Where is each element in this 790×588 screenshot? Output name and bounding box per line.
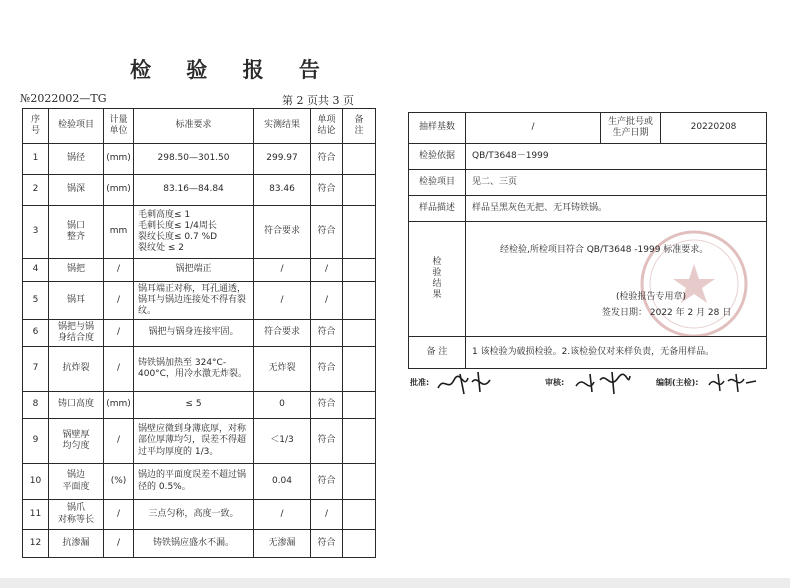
cell-unit: / xyxy=(104,282,134,320)
cell-seq: 5 xyxy=(23,282,49,320)
cell-standard: 锅耳端正对称，耳孔通透，锅耳与锅边连接处不得有裂纹。 xyxy=(134,282,254,320)
reviewer-signature-icon xyxy=(572,368,634,398)
batch-value: 20220208 xyxy=(661,113,767,144)
cell-conclusion: 符合 xyxy=(311,464,343,500)
cell-seq: 2 xyxy=(23,175,49,206)
table-body xyxy=(23,144,376,558)
cell-remark xyxy=(343,206,376,259)
cell-item: 锅径 xyxy=(49,144,104,175)
cell-seq: 8 xyxy=(23,392,49,419)
cell-remark xyxy=(343,282,376,320)
preparer-signature-icon xyxy=(706,371,758,395)
cell-standard: 毛刺高度≤ 1 毛刺长度≤ 1/4周长 裂纹长度≤ 0.7 %D 裂纹处 ≤ 2 xyxy=(134,206,254,259)
cell-result: 0 xyxy=(254,392,311,419)
cell-standard: 83.16—84.84 xyxy=(134,175,254,206)
cell-item: 锅壁厚 均匀度 xyxy=(49,419,104,464)
items-row xyxy=(409,170,767,196)
header-standard: 标准要求 xyxy=(134,109,254,144)
cell-seq: 9 xyxy=(23,419,49,464)
remark-value: 1 该检验为破损检验。2.该检验仅对来样负责，无备用样品。 xyxy=(466,337,767,369)
report-seal-label: (检验报告专用章) xyxy=(616,292,687,302)
cell-conclusion: / xyxy=(311,259,343,282)
cell-result: 0.04 xyxy=(254,464,311,500)
remark-label: 备 注 xyxy=(409,337,466,369)
cell-standard: 锅边的平面度误差不超过锅径的 0.5%。 xyxy=(134,464,254,500)
cell-conclusion: 符合 xyxy=(311,530,343,558)
remark-row xyxy=(409,337,767,369)
cell-result: 无渗漏 xyxy=(254,530,311,558)
cell-conclusion: / xyxy=(311,282,343,320)
page-title: 检 验 报 告 xyxy=(130,57,334,82)
conclusion-row xyxy=(409,222,767,337)
cell-standard: 锅把与锅身连接牢固。 xyxy=(134,320,254,347)
cell-seq: 4 xyxy=(23,259,49,282)
cell-seq: 6 xyxy=(23,320,49,347)
cell-unit: / xyxy=(104,347,134,392)
table-row xyxy=(23,206,376,259)
cell-seq: 11 xyxy=(23,500,49,530)
table-row xyxy=(23,320,376,347)
cell-unit: mm xyxy=(104,206,134,259)
header-item: 检验项目 xyxy=(49,109,104,144)
cell-unit: / xyxy=(104,419,134,464)
cell-standard: 298.50—301.50 xyxy=(134,144,254,175)
sample-base-row xyxy=(409,113,767,144)
cell-result: ＜1/3 xyxy=(254,419,311,464)
cell-conclusion: 符合 xyxy=(311,144,343,175)
table-row xyxy=(23,347,376,392)
cell-unit: / xyxy=(104,530,134,558)
inspection-items-table xyxy=(22,108,376,558)
table-row xyxy=(23,464,376,500)
cell-item: 抗炸裂 xyxy=(49,347,104,392)
cell-remark xyxy=(343,419,376,464)
cell-standard: 锅把端正 xyxy=(134,259,254,282)
cell-item: 锅耳 xyxy=(49,282,104,320)
cell-unit: / xyxy=(104,500,134,530)
cell-item: 锅深 xyxy=(49,175,104,206)
cell-remark xyxy=(343,392,376,419)
header-seq: 序 号 xyxy=(23,109,49,144)
description-row xyxy=(409,196,767,222)
description-label: 样品描述 xyxy=(409,196,466,222)
table-row xyxy=(23,175,376,206)
table-row xyxy=(23,259,376,282)
header-unit: 计量 单位 xyxy=(104,109,134,144)
cell-conclusion: 符合 xyxy=(311,347,343,392)
cell-unit: (mm) xyxy=(104,175,134,206)
cell-conclusion: 符合 xyxy=(311,320,343,347)
cell-unit: / xyxy=(104,259,134,282)
cell-seq: 12 xyxy=(23,530,49,558)
table-row xyxy=(23,144,376,175)
cell-remark xyxy=(343,464,376,500)
cell-item: 抗渗漏 xyxy=(49,530,104,558)
cell-unit: (%) xyxy=(104,464,134,500)
approver-signature-icon xyxy=(434,368,496,398)
cell-result: 无炸裂 xyxy=(254,347,311,392)
items-label: 检验项目 xyxy=(409,170,466,196)
cell-result: 符合要求 xyxy=(254,320,311,347)
conclusion-cell xyxy=(466,222,767,337)
cell-standard: 三点匀称，高度一致。 xyxy=(134,500,254,530)
table-row xyxy=(23,392,376,419)
table-row xyxy=(23,282,376,320)
cell-unit: (mm) xyxy=(104,144,134,175)
items-value: 见二、三页 xyxy=(466,170,767,196)
cell-conclusion: 符合 xyxy=(311,175,343,206)
cell-result: 299.97 xyxy=(254,144,311,175)
cell-standard: 锅壁应微到身薄底厚，对称部位厚薄均匀，误差不得超过平均厚度的 1/3。 xyxy=(134,419,254,464)
cell-result: / xyxy=(254,282,311,320)
reviewer-label: 审核: xyxy=(545,378,565,387)
report-summary-table xyxy=(408,112,767,369)
cell-remark xyxy=(343,175,376,206)
cell-result: / xyxy=(254,259,311,282)
basis-value: QB/T3648－1999 xyxy=(466,144,767,170)
cell-standard: 铸铁锅应盛水不漏。 xyxy=(134,530,254,558)
cell-remark xyxy=(343,530,376,558)
issue-date: 签发日期： 2022 年 2 月 28 日 xyxy=(602,308,732,318)
cell-item: 锅把与锅 身结合度 xyxy=(49,320,104,347)
header-conclusion: 单项 结论 xyxy=(311,109,343,144)
table-row xyxy=(23,530,376,558)
cell-item: 铸口高度 xyxy=(49,392,104,419)
cell-result: 符合要求 xyxy=(254,206,311,259)
cell-result: / xyxy=(254,500,311,530)
report-number: №2022002—TG xyxy=(20,92,107,105)
cell-result: 83.46 xyxy=(254,175,311,206)
cell-standard: 铸铁锅加热至 324°C-400°C，用冷水激无炸裂。 xyxy=(134,347,254,392)
cell-remark xyxy=(343,500,376,530)
sample-base-label: 抽样基数 xyxy=(409,113,466,144)
cell-conclusion: 符合 xyxy=(311,206,343,259)
header-result: 实测结果 xyxy=(254,109,311,144)
cell-item: 锅把 xyxy=(49,259,104,282)
page-info: 第 2 页共 3 页 xyxy=(282,94,354,107)
table-header-row xyxy=(23,109,376,144)
table-row xyxy=(23,419,376,464)
cell-seq: 1 xyxy=(23,144,49,175)
cell-remark xyxy=(343,347,376,392)
conclusion-text: 经检验,所检项目符合 QB/T3648 -1999 标准要求。 xyxy=(500,245,709,255)
approver-label: 批准: xyxy=(410,378,430,387)
batch-label: 生产批号或 生产日期 xyxy=(601,113,661,144)
cell-remark xyxy=(343,320,376,347)
header-remark: 备 注 xyxy=(343,109,376,144)
cell-item: 锅爪 对称等长 xyxy=(49,500,104,530)
cell-seq: 3 xyxy=(23,206,49,259)
basis-label: 检验依据 xyxy=(409,144,466,170)
conclusion-label: 检 验 结 果 xyxy=(409,222,466,337)
basis-row xyxy=(409,144,767,170)
cell-standard: ≤ 5 xyxy=(134,392,254,419)
cell-item: 锅口 整齐 xyxy=(49,206,104,259)
cell-seq: 10 xyxy=(23,464,49,500)
cell-conclusion: 符合 xyxy=(311,419,343,464)
cell-unit: (mm) xyxy=(104,392,134,419)
cell-conclusion: / xyxy=(311,500,343,530)
cell-remark xyxy=(343,144,376,175)
cell-item: 锅边 平面度 xyxy=(49,464,104,500)
cell-seq: 7 xyxy=(23,347,49,392)
table-row xyxy=(23,500,376,530)
cell-remark xyxy=(343,259,376,282)
cell-conclusion: 符合 xyxy=(311,392,343,419)
cell-unit: / xyxy=(104,320,134,347)
preparer-label: 编制(主检): xyxy=(656,378,699,387)
bottom-strip xyxy=(0,578,790,588)
description-value: 样品呈黑灰色无把、无耳铸铁锅。 xyxy=(466,196,767,222)
sample-base-value: / xyxy=(466,113,601,144)
